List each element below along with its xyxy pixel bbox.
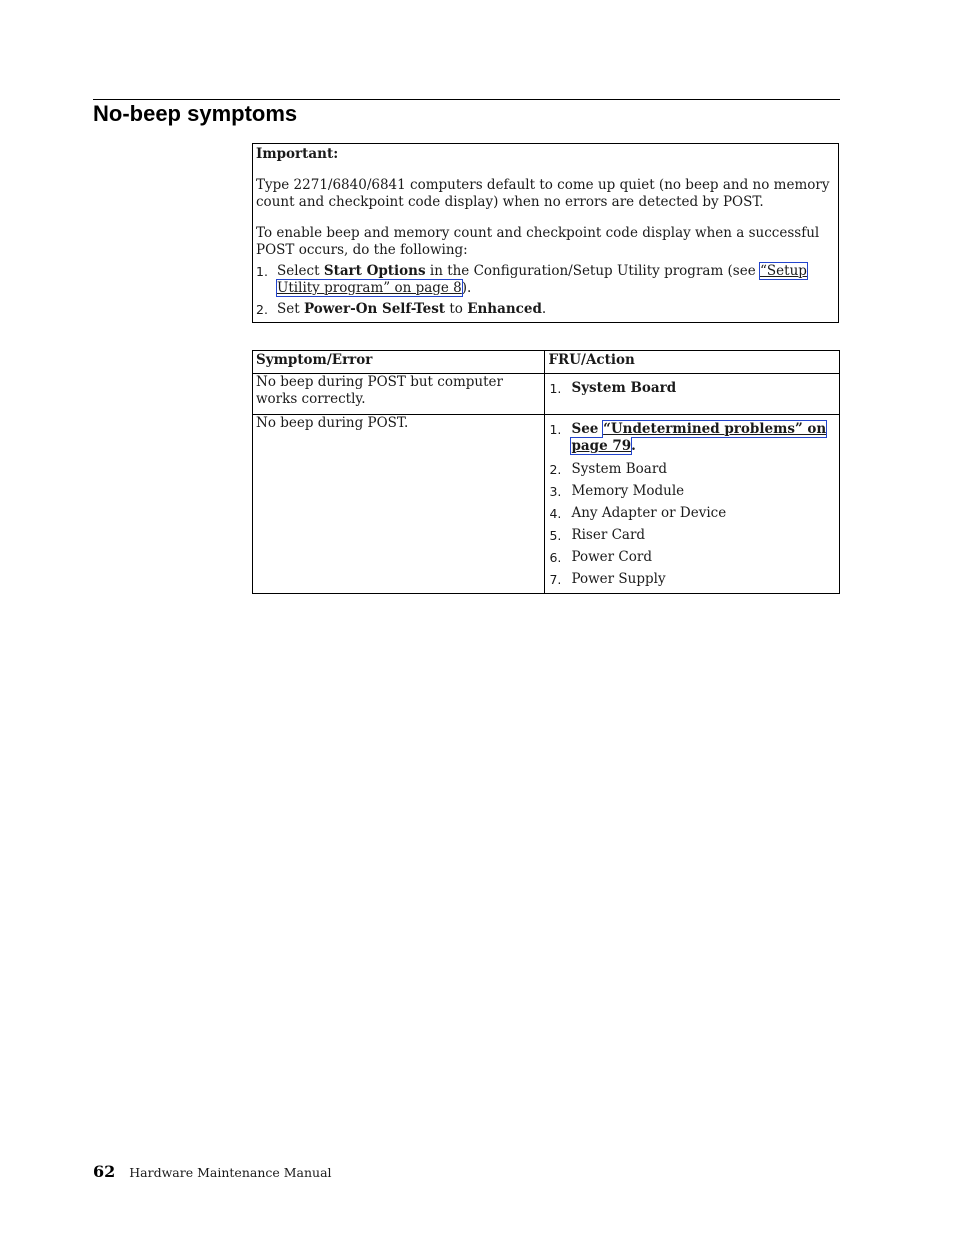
step-text: to — [445, 301, 468, 317]
action-item — [548, 421, 835, 455]
action-item — [548, 571, 835, 588]
step-text: Select — [277, 263, 324, 279]
section-title: No-beep symptoms — [93, 101, 298, 126]
link-text: “Undetermined problems” on page 79 — [571, 421, 827, 454]
action-text: Power Supply — [571, 571, 666, 587]
note-step-2 — [256, 301, 834, 318]
heading-rule — [93, 99, 840, 100]
enhanced-label: Enhanced — [467, 301, 542, 317]
note-paragraph-2: To enable beep and memory count and checkpoint code display when a successful POST occurs, do the following: — [256, 225, 820, 258]
symptom-table — [252, 350, 840, 594]
note-steps — [256, 263, 834, 318]
action-number: 2. — [549, 462, 562, 477]
action-text: Riser Card — [571, 527, 646, 543]
action-item — [548, 527, 835, 544]
step-text: ). — [461, 280, 472, 296]
table-row — [253, 415, 840, 594]
action-number: 5. — [549, 528, 562, 543]
header-symptom: Symptom/Error — [253, 351, 545, 374]
start-options-label: Start Options — [323, 263, 426, 279]
action-text: System Board — [571, 380, 677, 396]
action-item — [548, 461, 835, 478]
action-cell — [545, 374, 840, 415]
step-text: . — [541, 301, 547, 317]
undetermined-problems-link[interactable] — [571, 421, 826, 454]
action-list — [548, 380, 835, 397]
step-number: 2. — [256, 302, 268, 317]
action-number: 6. — [549, 550, 562, 565]
action-item — [548, 505, 835, 522]
action-item — [548, 549, 835, 566]
action-text: Power Cord — [571, 549, 652, 565]
action-cell — [545, 415, 840, 594]
action-text: Any Adapter or Device — [571, 505, 727, 521]
action-number: 1. — [549, 381, 562, 396]
setup-utility-link[interactable]: “Setup Utility program” on page 8 — [277, 263, 807, 296]
action-text: See — [571, 421, 604, 437]
table-row — [253, 374, 840, 415]
table-header-row — [253, 351, 840, 374]
note-step-1 — [256, 263, 834, 297]
action-text: . — [631, 438, 636, 454]
important-note-box — [252, 143, 839, 323]
step-text: in the Configuration/Setup Utility program (see — [425, 263, 761, 279]
action-number: 3. — [549, 484, 562, 499]
manual-title: Hardware Maintenance Manual — [129, 1165, 332, 1180]
action-number: 4. — [549, 506, 562, 521]
page-footer — [93, 1162, 332, 1181]
step-text: Set — [277, 301, 304, 317]
header-fru-action: FRU/Action — [545, 351, 840, 374]
note-paragraph-1: Type 2271/6840/6841 computers default to come up quiet (no beep and no memory count and checkpoint code display) when no errors are detected by POST. — [256, 177, 830, 210]
note-heading: Important: — [256, 146, 339, 162]
action-text: Memory Module — [571, 483, 685, 499]
action-text: System Board — [571, 461, 667, 477]
step-number: 1. — [256, 264, 268, 279]
action-number: 7. — [549, 572, 562, 587]
symptom-cell: No beep during POST but computer works correctly. — [253, 374, 545, 415]
page-number: 62 — [93, 1162, 116, 1181]
post-setting-label: Power-On Self-Test — [303, 301, 446, 317]
symptom-cell: No beep during POST. — [253, 415, 545, 594]
action-number: 1. — [549, 422, 562, 437]
action-list — [548, 421, 835, 588]
action-item — [548, 483, 835, 500]
action-item — [548, 380, 835, 397]
